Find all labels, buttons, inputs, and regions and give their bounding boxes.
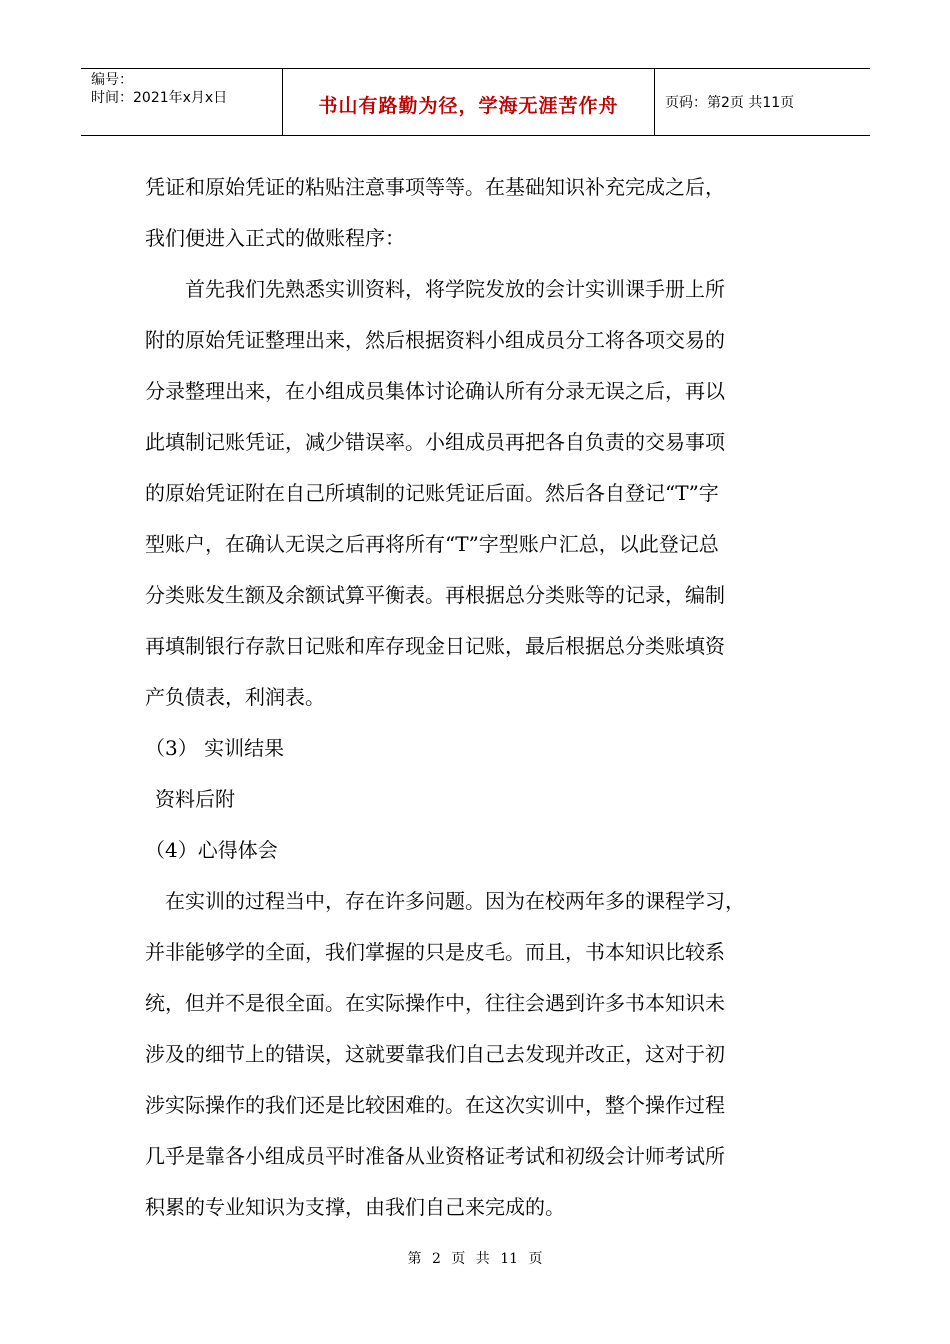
paragraph-line: 的原始凭证附在自己所填制的记账凭证后面。然后各自登记“T”字 [145, 481, 719, 505]
paragraph-line: 附的原始凭证整理出来，然后根据资料小组成员分工将各项交易的 [145, 328, 725, 352]
page-footer: 第 2 页 共 11 页 [407, 1251, 543, 1267]
header-motto: 书山有路勤为径，学海无涯苦作舟 [318, 94, 619, 117]
paragraph-line: 再填制银行存款日记账和库存现金日记账，最后根据总分类账填资 [145, 634, 725, 658]
paragraph-line: 此填制记账凭证，减少错误率。小组成员再把各自负责的交易事项 [145, 430, 725, 454]
header-motto-cell [283, 69, 655, 135]
paragraph-line: 资料后附 [155, 787, 235, 811]
paragraph-line: 涉及的细节上的错误，这就要靠我们自己去发现并改正，这对于初 [145, 1042, 725, 1066]
document-number-label: 编号： [91, 72, 133, 88]
header-meta-cell [81, 69, 283, 135]
paragraph-line: 涉实际操作的我们还是比较困难的。在这次实训中，整个操作过程 [145, 1093, 725, 1117]
document-body [145, 162, 805, 1233]
paragraph-line: 型账户，在确认无误之后再将所有“T”字型账户汇总，以此登记总 [145, 532, 719, 556]
paragraph-line: 我们便进入正式的做账程序： [145, 226, 405, 250]
document-date-label: 时间：2021年x月x日 [91, 90, 228, 106]
paragraph-line: 积累的专业知识为支撑，由我们自己来完成的。 [145, 1195, 565, 1219]
section-heading-results: （3） 实训结果 [145, 736, 285, 760]
paragraph-line: 在实训的过程当中，存在许多问题。因为在校两年多的课程学习， [165, 889, 745, 913]
paragraph-line: 产负债表，利润表。 [145, 685, 325, 709]
paragraph-line: 并非能够学的全面，我们掌握的只是皮毛。而且，书本知识比较系 [145, 940, 725, 964]
header-page-cell [655, 69, 870, 135]
paragraph-line: 统，但并不是很全面。在实际操作中，往往会遇到许多书本知识未 [145, 991, 725, 1015]
paragraph-line: 分录整理出来，在小组成员集体讨论确认所有分录无误之后，再以 [145, 379, 725, 403]
header-table [81, 68, 870, 136]
paragraph-line: 几乎是靠各小组成员平时准备从业资格证考试和初级会计师考试所 [145, 1144, 725, 1168]
paragraph-line: 凭证和原始凭证的粘贴注意事项等等。在基础知识补充完成之后， [145, 175, 725, 199]
paragraph-line: 分类账发生额及余额试算平衡表。再根据总分类账等的记录，编制 [145, 583, 725, 607]
section-heading-reflection: （4）心得体会 [145, 838, 278, 862]
paragraph-line: 首先我们先熟悉实训资料，将学院发放的会计实训课手册上所 [185, 277, 725, 301]
header-page-info: 页码：第2页 共11页 [665, 95, 795, 111]
